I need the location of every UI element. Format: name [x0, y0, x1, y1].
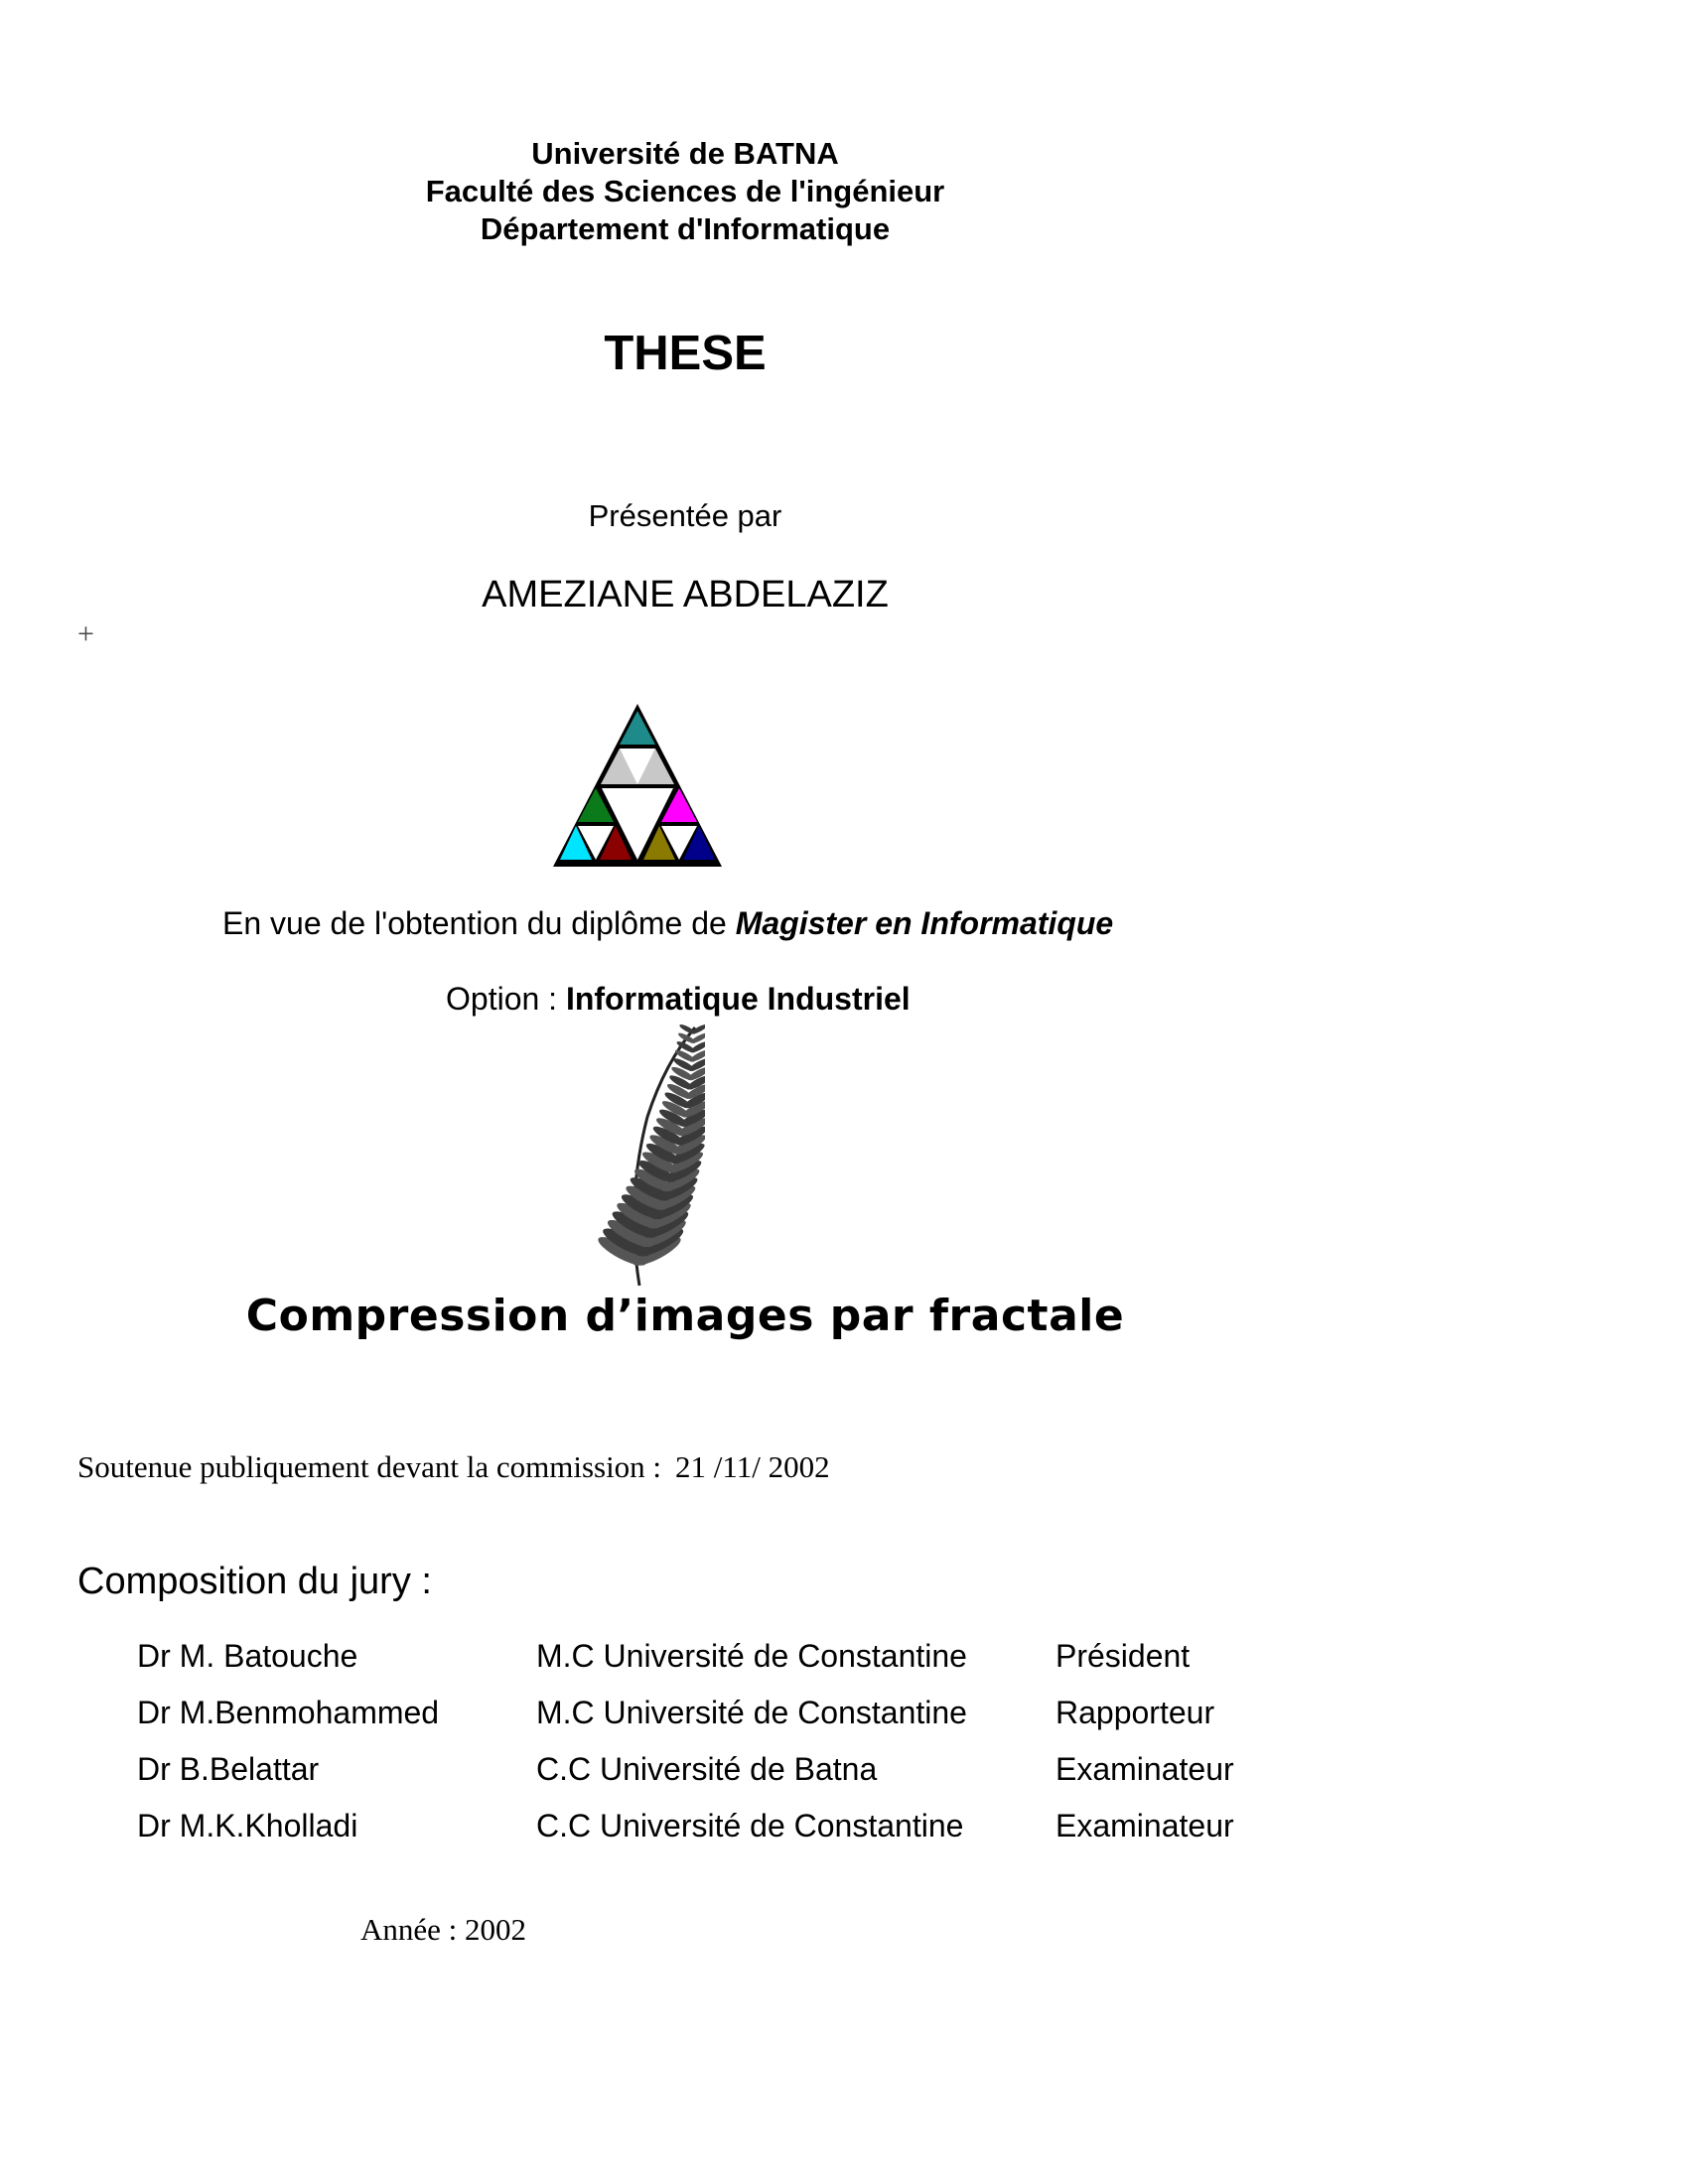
defense-date: 21 /11/ 2002	[675, 1449, 830, 1484]
option-line	[446, 981, 911, 1018]
jury-member-affiliation: M.C Université de Constantine	[536, 1638, 967, 1674]
university-name: Université de BATNA	[531, 136, 839, 171]
option-value: Informatique Industriel	[565, 981, 911, 1017]
jury-member-role: Examinateur	[1055, 1751, 1234, 1787]
jury-member-role: Examinateur	[1055, 1808, 1234, 1843]
document-title: THESE	[604, 327, 767, 380]
jury-member-role: Rapporteur	[1055, 1695, 1215, 1730]
jury-member-name: Dr M. Batouche	[137, 1638, 358, 1674]
sierpinski-triangle-logo	[548, 701, 727, 870]
jury-member-role: Président	[1055, 1638, 1191, 1674]
plus-mark: +	[77, 617, 94, 650]
defense-label: Soutenue publiquement devant la commission :	[77, 1449, 662, 1484]
degree-name: Magister en Informatique	[735, 905, 1114, 941]
degree-line	[222, 905, 1113, 942]
defense-line	[77, 1449, 830, 1485]
jury-member-name: Dr B.Belattar	[137, 1751, 320, 1787]
jury-member-name: Dr M.Benmohammed	[137, 1695, 440, 1730]
thesis-subject: Compression d’images par fractale	[245, 1291, 1125, 1341]
jury-member-name: Dr M.K.Kholladi	[137, 1808, 358, 1843]
year-line-clip	[360, 1912, 529, 1948]
institution-header	[0, 135, 1370, 248]
presented-by-label: Présentée par	[588, 498, 782, 533]
faculty-name: Faculté des Sciences de l'ingénieur	[425, 174, 945, 208]
degree-prefix: En vue de l'obtention du diplôme de	[222, 905, 736, 941]
jury-member-affiliation: C.C Université de Constantine	[536, 1808, 964, 1843]
fern-illustration	[556, 1023, 705, 1291]
logo-top-triangle	[620, 711, 655, 745]
department-name: Département d'Informatique	[480, 211, 891, 246]
year-line: Année : 2002	[360, 1912, 527, 1947]
option-label: Option :	[446, 981, 566, 1017]
jury-member-affiliation: C.C Université de Batna	[536, 1751, 878, 1787]
jury-member-affiliation: M.C Université de Constantine	[536, 1695, 967, 1730]
jury-title: Composition du jury :	[77, 1561, 432, 1602]
author-name: AMEZIANE ABDELAZIZ	[482, 574, 889, 615]
